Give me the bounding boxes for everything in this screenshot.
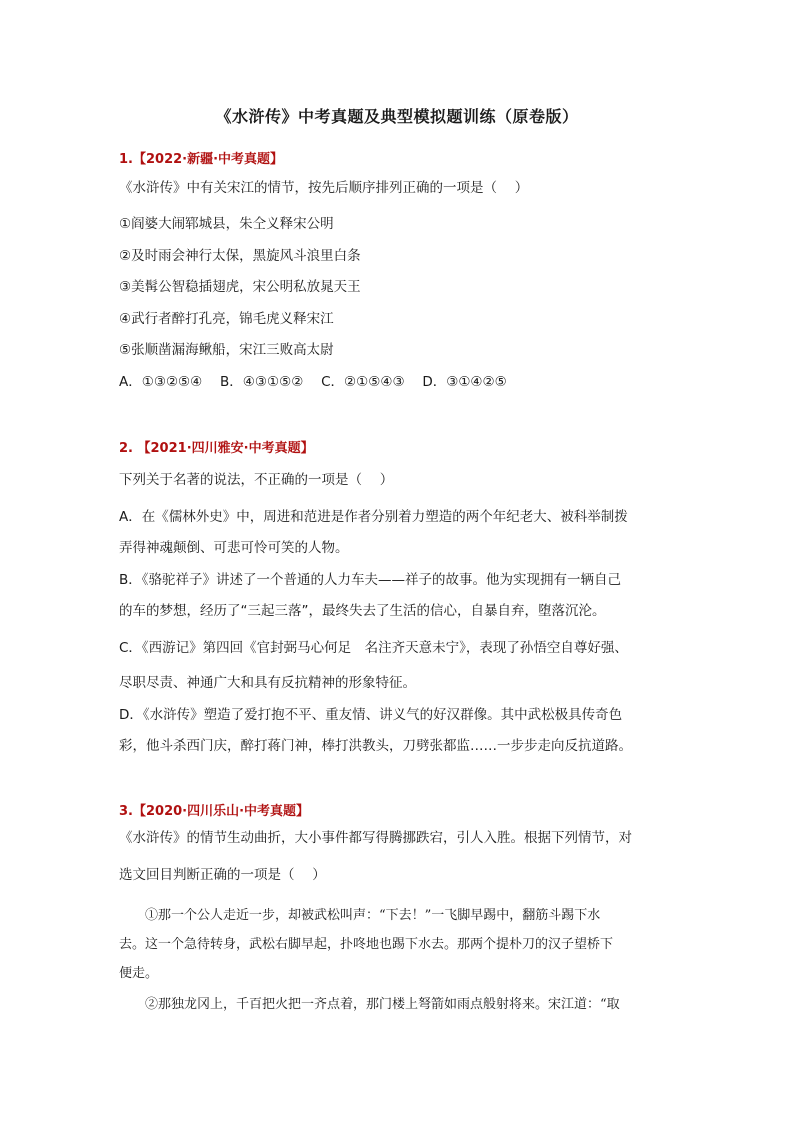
question-2-option-line: 的车的梦想，经历了“三起三落”，最终失去了生活的信心，自暴自弃，堕落沉沦。 [119,603,606,619]
question-2-option-line: B．《骆驼祥子》讲述了一个普通的人力车夫——祥子的故事。他为实现拥有一辆自己 [119,572,622,588]
page-title: 《水浒传》中考真题及典型模拟题训练（原卷版） [215,107,579,126]
question-1-options: A．①③②⑤④ B．④③①⑤② C．②①⑤④③ D．③①④②⑤ [119,374,507,390]
question-1-item: ①阎婆大闹郓城县，朱仝义释宋公明 [119,216,334,232]
question-1-stem: 《水浒传》中有关宋江的情节，按先后顺序排列正确的一项是（ ） [119,180,529,196]
question-2-option-line: D．《水浒传》塑造了爱打抱不平、重友情、讲义气的好汉群像。其中武松极具传奇色 [119,707,623,723]
question-2-option-line: 彩，他斗杀西门庆，醉打蒋门神，棒打洪教头，刀劈张都监……一步步走向反抗道路。 [119,738,632,754]
question-2-option-line: 尽职尽责、神通广大和具有反抗精神的形象特征。 [119,675,416,691]
question-2-option-line: A．在《儒林外史》中，周进和范进是作者分别着力塑造的两个年纪老大、被科举制拨 [119,509,628,525]
question-1-item: ⑤张顺凿漏海鳅船，宋江三败高太尉 [119,342,334,358]
question-1-source: 1.【2022·新疆·中考真题】 [119,152,284,167]
question-3-stem: 选文回目判断正确的一项是（ ） [119,867,326,883]
question-2-option-line: 弄得神魂颠倒、可悲可怜可笑的人物。 [119,540,349,556]
question-3-quote-line: ②那独龙冈上，千百把火把一齐点着，那门楼上弩箭如雨点般射将来。宋江道：“取 [119,997,620,1012]
question-1-item: ③美髯公智稳插翅虎，宋公明私放晁天王 [119,279,361,295]
question-1-item: ②及时雨会神行太保，黑旋风斗浪里白条 [119,248,361,264]
question-2-stem: 下列关于名著的说法，不正确的一项是（ ） [119,472,394,488]
question-3-quote-line: 去。这一个急待转身，武松右脚早起，扑咚地也踢下水去。那两个提朴刀的汉子望桥下 [119,937,614,952]
question-1-item: ④武行者醉打孔亮，锦毛虎义释宋江 [119,311,334,327]
question-3-quote-line: ①那一个公人走近一步，却被武松叫声：“下去！”一飞脚早踢中，翻筋斗踢下水 [119,908,601,923]
question-2-source: 2. 【2021·四川雅安·中考真题】 [119,441,314,456]
question-3-quote-line: 便走。 [119,966,159,981]
question-3-source: 3.【2020·四川乐山·中考真题】 [119,804,310,819]
question-2-option-line: C．《西游记》第四回《官封弼马心何足 名注齐天意未宁》，表现了孙悟空自尊好强、 [119,640,628,656]
question-3-stem: 《水浒传》的情节生动曲折，大小事件都写得腾挪跌宕，引人入胜。根据下列情节，对 [119,830,632,846]
